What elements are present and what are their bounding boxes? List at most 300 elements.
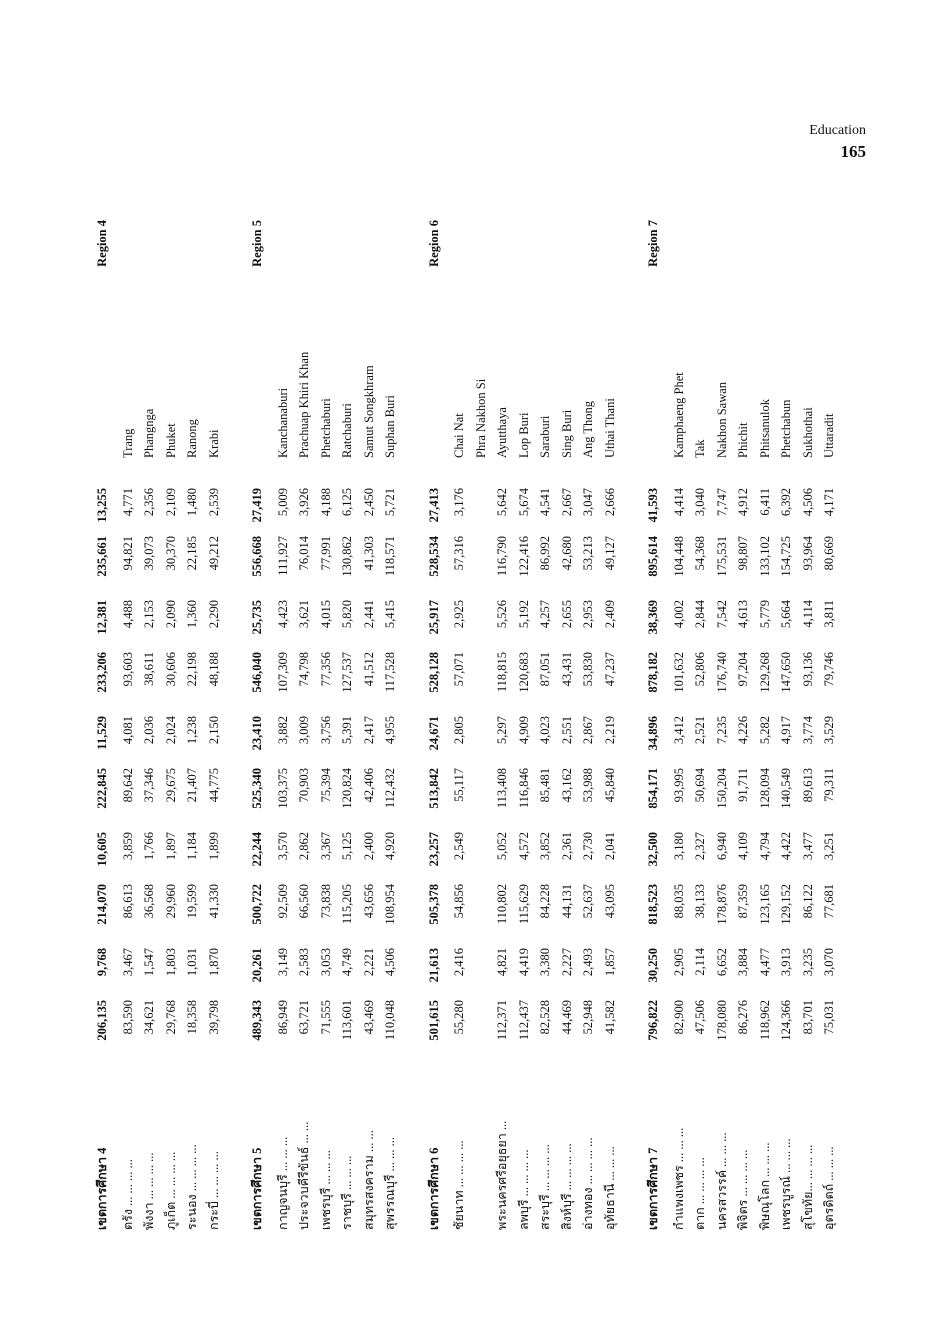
province-value: 2,844 bbox=[693, 600, 707, 629]
province-value: 2,667 bbox=[559, 488, 574, 517]
province-value: 2,953 bbox=[581, 600, 595, 629]
province-value: 3,621 bbox=[297, 600, 311, 629]
province-thai-name: เพชรบุรี ... ... ... bbox=[318, 1150, 333, 1230]
province-value: 53,830 bbox=[581, 652, 595, 687]
total-value: 24,671 bbox=[426, 716, 441, 751]
province-value: 83,590 bbox=[120, 1000, 135, 1035]
province-value: 118,571 bbox=[383, 536, 397, 577]
province-value: 3,529 bbox=[822, 716, 836, 745]
province-value: 1,899 bbox=[206, 832, 221, 861]
province-value: 3,570 bbox=[275, 832, 290, 861]
total-value: 513,842 bbox=[426, 768, 441, 809]
province-value: 29,960 bbox=[163, 884, 178, 919]
province-row bbox=[161, 210, 181, 1230]
province-value: 7,747 bbox=[714, 488, 729, 517]
province-value: 113,601 bbox=[340, 1000, 354, 1041]
province-value: 5,642 bbox=[495, 488, 509, 517]
province-value: 3,149 bbox=[275, 948, 290, 977]
province-value: 5,052 bbox=[495, 832, 509, 861]
province-value: 2,549 bbox=[452, 832, 466, 861]
province-value: 2,150 bbox=[206, 716, 221, 745]
total-value: 27,413 bbox=[426, 488, 441, 523]
province-value: 42,680 bbox=[559, 536, 574, 571]
province-value: 70,903 bbox=[297, 768, 311, 803]
province-value: 2,730 bbox=[581, 832, 595, 861]
total-value: 27,419 bbox=[250, 488, 264, 523]
total-value: 500,722 bbox=[250, 884, 264, 925]
province-value: 52,806 bbox=[693, 652, 707, 687]
province-value: 3,477 bbox=[800, 832, 815, 861]
region-total-row bbox=[92, 210, 112, 1230]
province-value: 5,297 bbox=[495, 716, 509, 745]
region-thai-label: เขตการศึกษา 4 bbox=[95, 1147, 109, 1230]
province-value: 6,411 bbox=[757, 488, 772, 516]
province-value: 122,416 bbox=[516, 536, 531, 577]
province-value: 41,582 bbox=[602, 1000, 617, 1035]
province-value: 2,090 bbox=[163, 600, 178, 629]
province-value: 6,125 bbox=[340, 488, 354, 517]
province-value: 3,756 bbox=[318, 716, 333, 745]
province-value: 2,441 bbox=[361, 600, 376, 629]
total-value: 233,206 bbox=[95, 652, 109, 693]
province-value: 2,905 bbox=[671, 948, 686, 977]
province-value: 93,136 bbox=[800, 652, 815, 687]
province-value: 5,721 bbox=[383, 488, 397, 517]
province-value: 5,192 bbox=[516, 600, 531, 629]
total-value: 38,369 bbox=[646, 600, 660, 635]
province-thai-name: อุตรดิตถ์ ... ... ... bbox=[822, 1146, 836, 1230]
province-value: 77,356 bbox=[318, 652, 333, 687]
province-value: 133,102 bbox=[757, 536, 772, 577]
province-thai-name: นครสวรรค์ ... ... ... bbox=[714, 1132, 729, 1230]
province-value: 3,070 bbox=[822, 948, 836, 977]
province-value: 3,926 bbox=[297, 488, 311, 517]
province-value: 30,606 bbox=[163, 652, 178, 687]
province-value: 18,358 bbox=[185, 1000, 199, 1035]
province-value: 53,213 bbox=[581, 536, 595, 571]
province-value: 21,407 bbox=[185, 768, 199, 803]
province-value: 4,015 bbox=[318, 600, 333, 629]
province-value: 176,740 bbox=[714, 652, 729, 693]
region-english-label: Region 5 bbox=[250, 220, 264, 267]
province-value: 3,774 bbox=[800, 716, 815, 745]
province-value: 1,184 bbox=[185, 832, 199, 861]
total-value: 528,534 bbox=[426, 536, 441, 577]
province-value: 6,652 bbox=[714, 948, 729, 977]
province-value: 5,391 bbox=[340, 716, 354, 745]
total-value: 505,378 bbox=[426, 884, 441, 925]
province-value: 110,802 bbox=[495, 884, 509, 925]
region-english-label: Region 6 bbox=[426, 220, 441, 267]
province-value: 6,940 bbox=[714, 832, 729, 861]
province-english-name: Ratchaburi bbox=[340, 403, 354, 458]
province-value: 120,824 bbox=[340, 768, 354, 809]
province-value: 4,188 bbox=[318, 488, 333, 517]
province-value: 5,009 bbox=[275, 488, 290, 517]
province-value: 44,131 bbox=[559, 884, 574, 919]
province-value: 150,204 bbox=[714, 768, 729, 809]
province-row bbox=[733, 210, 753, 1230]
province-value: 2,551 bbox=[559, 716, 574, 745]
province-thai-name: อุทัยธานี ... ... ... bbox=[602, 1146, 617, 1230]
province-english-name: Samut Songkhram bbox=[361, 365, 376, 458]
page-number: 165 bbox=[840, 142, 866, 161]
region-total-row bbox=[643, 210, 663, 1230]
province-value: 4,423 bbox=[275, 600, 290, 629]
province-value: 44,469 bbox=[559, 1000, 574, 1035]
province-value: 89,613 bbox=[800, 768, 815, 803]
province-value: 73,838 bbox=[318, 884, 333, 919]
province-thai-name: พิษณุโลก ... ... ... bbox=[757, 1142, 772, 1230]
province-value: 3,882 bbox=[275, 716, 290, 745]
province-value: 84,228 bbox=[538, 884, 552, 919]
province-thai-name: อ่างทอง ... ... ... ... bbox=[581, 1137, 595, 1230]
province-row bbox=[557, 210, 577, 1230]
province-value: 92,509 bbox=[275, 884, 290, 919]
province-row bbox=[182, 210, 202, 1230]
province-value: 88,035 bbox=[671, 884, 686, 919]
province-value: 97,204 bbox=[736, 652, 750, 687]
province-value: 49,127 bbox=[602, 536, 617, 571]
province-row bbox=[776, 210, 796, 1230]
province-value: 94,821 bbox=[120, 536, 135, 571]
province-value: 5,664 bbox=[779, 600, 793, 629]
total-value: 25,917 bbox=[426, 600, 441, 635]
province-thai-name: ราชบุรี ... ... ... bbox=[340, 1155, 354, 1230]
province-english-name: Prachuap Khiri Khan bbox=[297, 351, 311, 458]
province-value: 22,198 bbox=[185, 652, 199, 687]
total-value: 525,340 bbox=[250, 768, 264, 809]
region-thai-label: เขตการศึกษา 5 bbox=[250, 1147, 264, 1230]
province-value: 4,506 bbox=[800, 488, 815, 517]
province-value: 7,542 bbox=[714, 600, 729, 629]
province-value: 89,642 bbox=[120, 768, 135, 803]
province-value: 43,469 bbox=[361, 1000, 376, 1035]
province-value: 3,367 bbox=[318, 832, 333, 861]
province-value: 34,621 bbox=[142, 1000, 156, 1035]
total-value: 32,500 bbox=[646, 832, 660, 867]
province-english-name: Kanchanaburi bbox=[275, 387, 290, 458]
region-total-row bbox=[424, 210, 444, 1230]
province-value: 3,053 bbox=[318, 948, 333, 977]
province-value: 2,041 bbox=[602, 832, 617, 861]
province-value: 77,681 bbox=[822, 884, 836, 919]
total-value: 10,605 bbox=[95, 832, 109, 867]
province-value: 2,109 bbox=[163, 488, 178, 517]
province-english-name: Phichit bbox=[736, 422, 750, 458]
province-value: 2,493 bbox=[581, 948, 595, 977]
province-value: 4,419 bbox=[516, 948, 531, 977]
province-value: 82,528 bbox=[538, 1000, 552, 1035]
province-english-name: Sukhothai bbox=[800, 407, 815, 458]
province-english-name: Chai Nat bbox=[452, 413, 466, 458]
province-value: 39,073 bbox=[142, 536, 156, 571]
province-value: 48,188 bbox=[206, 652, 221, 687]
total-value: 895,614 bbox=[646, 536, 660, 577]
province-value: 79,746 bbox=[822, 652, 836, 687]
province-value: 80,669 bbox=[822, 536, 836, 571]
province-english-name: Sing Buri bbox=[559, 409, 574, 458]
province-value: 5,415 bbox=[383, 600, 397, 629]
province-value: 54,368 bbox=[693, 536, 707, 571]
province-english-name: Uttaradit bbox=[822, 413, 836, 458]
province-value: 4,821 bbox=[495, 948, 509, 977]
total-value: 878,182 bbox=[646, 652, 660, 693]
province-row bbox=[471, 210, 491, 1230]
province-value: 104,448 bbox=[671, 536, 686, 577]
province-value: 178,080 bbox=[714, 1000, 729, 1041]
province-value: 74,798 bbox=[297, 652, 311, 687]
province-value: 2,925 bbox=[452, 600, 466, 629]
province-thai-name: กาญจนบุรี ... ... ... bbox=[275, 1136, 290, 1230]
total-value: 22,244 bbox=[250, 832, 264, 867]
total-value: 12,381 bbox=[95, 600, 109, 635]
province-row bbox=[600, 210, 620, 1230]
province-english-name: Kamphaeng Phet bbox=[671, 372, 686, 458]
province-value: 113,408 bbox=[495, 768, 509, 809]
province-value: 147,650 bbox=[779, 652, 793, 693]
total-value: 21,613 bbox=[426, 948, 441, 983]
province-value: 129,268 bbox=[757, 652, 772, 693]
province-row bbox=[118, 210, 138, 1230]
province-value: 4,909 bbox=[516, 716, 531, 745]
province-row bbox=[819, 210, 839, 1230]
province-value: 5,779 bbox=[757, 600, 772, 629]
province-thai-name: ประจวบคีรีขันธ์ ... ... bbox=[297, 1121, 311, 1230]
total-value: 13,255 bbox=[95, 488, 109, 523]
province-value: 4,257 bbox=[538, 600, 552, 629]
province-value: 29,675 bbox=[163, 768, 178, 803]
province-value: 112,432 bbox=[383, 768, 397, 809]
province-value: 37,346 bbox=[142, 768, 156, 803]
section-title: Education bbox=[809, 123, 866, 138]
province-value: 4,572 bbox=[516, 832, 531, 861]
province-value: 86,992 bbox=[538, 536, 552, 571]
province-value: 129,152 bbox=[779, 884, 793, 925]
province-value: 19,599 bbox=[185, 884, 199, 919]
province-value: 2,805 bbox=[452, 716, 466, 745]
province-value: 41,512 bbox=[361, 652, 376, 687]
province-row bbox=[712, 210, 732, 1230]
province-thai-name: สุโขทัย... ... ... ... bbox=[800, 1144, 815, 1230]
province-value: 2,409 bbox=[602, 600, 617, 629]
province-value: 108,954 bbox=[383, 884, 397, 925]
province-row bbox=[316, 210, 336, 1230]
province-value: 115,629 bbox=[516, 884, 531, 925]
province-value: 45,840 bbox=[602, 768, 617, 803]
province-value: 2,356 bbox=[142, 488, 156, 517]
province-value: 63,721 bbox=[297, 1000, 311, 1035]
province-value: 49,212 bbox=[206, 536, 221, 571]
province-thai-name: ระนอง ... ... ... ... bbox=[185, 1144, 199, 1230]
region-total-row bbox=[247, 210, 267, 1230]
province-row bbox=[380, 210, 400, 1230]
province-value: 111,927 bbox=[275, 536, 290, 576]
province-row bbox=[535, 210, 555, 1230]
province-value: 7,235 bbox=[714, 716, 729, 745]
province-value: 112,371 bbox=[495, 1000, 509, 1041]
province-value: 52,637 bbox=[581, 884, 595, 919]
province-row bbox=[139, 210, 159, 1230]
province-value: 86,949 bbox=[275, 1000, 290, 1035]
province-value: 2,024 bbox=[163, 716, 178, 745]
province-value: 4,171 bbox=[822, 488, 836, 517]
province-value: 79,311 bbox=[822, 768, 836, 802]
province-value: 175,531 bbox=[714, 536, 729, 577]
province-value: 4,506 bbox=[383, 948, 397, 977]
province-value: 2,655 bbox=[559, 600, 574, 629]
province-value: 116,846 bbox=[516, 768, 531, 809]
province-row bbox=[755, 210, 775, 1230]
province-value: 110,048 bbox=[383, 1000, 397, 1041]
province-value: 3,859 bbox=[120, 832, 135, 861]
province-value: 29,768 bbox=[163, 1000, 178, 1035]
total-value: 528,128 bbox=[426, 652, 441, 693]
province-english-name: Phetchaburi bbox=[318, 398, 333, 458]
total-value: 222,845 bbox=[95, 768, 109, 809]
province-value: 3,176 bbox=[452, 488, 466, 517]
province-value: 5,125 bbox=[340, 832, 354, 861]
province-row bbox=[798, 210, 818, 1230]
province-value: 4,002 bbox=[671, 600, 686, 629]
province-value: 130,862 bbox=[340, 536, 354, 577]
province-value: 4,749 bbox=[340, 948, 354, 977]
province-row bbox=[492, 210, 512, 1230]
total-value: 206,135 bbox=[95, 1000, 109, 1041]
province-thai-name: ลพบุรี ... ... ... ... bbox=[516, 1149, 531, 1230]
province-value: 83,701 bbox=[800, 1000, 815, 1035]
province-value: 3,913 bbox=[779, 948, 793, 977]
province-value: 123,165 bbox=[757, 884, 772, 925]
province-row bbox=[578, 210, 598, 1230]
province-thai-name: กระบี่ ... ... ... ... bbox=[206, 1151, 221, 1230]
province-value: 85,481 bbox=[538, 768, 552, 803]
total-value: 556,668 bbox=[250, 536, 264, 577]
province-value: 39,798 bbox=[206, 1000, 221, 1035]
province-thai-name: ชัยนาท ... ... ... ... bbox=[452, 1140, 466, 1230]
total-value: 235,661 bbox=[95, 536, 109, 577]
province-english-name: Phangnga bbox=[142, 408, 156, 458]
province-value: 43,162 bbox=[559, 768, 574, 803]
province-value: 52,948 bbox=[581, 1000, 595, 1035]
province-value: 2,219 bbox=[602, 716, 617, 745]
province-value: 4,081 bbox=[120, 716, 135, 745]
province-value: 4,477 bbox=[757, 948, 772, 977]
province-value: 128,094 bbox=[757, 768, 772, 809]
province-thai-name: สุพรรณบุรี ... ... ... bbox=[383, 1136, 397, 1230]
province-value: 2,417 bbox=[361, 716, 376, 745]
province-value: 117,528 bbox=[383, 652, 397, 693]
province-value: 4,794 bbox=[757, 832, 772, 861]
province-value: 44,775 bbox=[206, 768, 221, 803]
total-value: 9,768 bbox=[95, 948, 109, 977]
province-thai-name: พังงา ... ... ... ... bbox=[142, 1152, 156, 1230]
province-value: 57,316 bbox=[452, 536, 466, 571]
province-thai-name: เพชรบูรณ์ ... ... ... bbox=[779, 1138, 793, 1230]
province-english-name: Tak bbox=[693, 439, 707, 458]
province-value: 2,227 bbox=[559, 948, 574, 977]
total-value: 214,070 bbox=[95, 884, 109, 925]
province-value: 1,803 bbox=[163, 948, 178, 977]
province-value: 2,583 bbox=[297, 948, 311, 977]
province-value: 93,964 bbox=[800, 536, 815, 571]
province-value: 50,694 bbox=[693, 768, 707, 803]
province-value: 1,870 bbox=[206, 948, 221, 977]
province-value: 5,526 bbox=[495, 600, 509, 629]
province-value: 36,568 bbox=[142, 884, 156, 919]
province-value: 1,766 bbox=[142, 832, 156, 861]
province-value: 38,611 bbox=[142, 652, 156, 686]
province-thai-name: ตาก ... ... ... ... bbox=[693, 1157, 707, 1230]
region-thai-label: เขตการศึกษา 6 bbox=[426, 1147, 441, 1230]
province-english-name: Ayutthaya bbox=[495, 407, 509, 458]
province-value: 115,205 bbox=[340, 884, 354, 925]
province-value: 5,282 bbox=[757, 716, 772, 745]
province-value: 57,071 bbox=[452, 652, 466, 687]
province-row bbox=[359, 210, 379, 1230]
province-value: 4,920 bbox=[383, 832, 397, 861]
total-value: 20,261 bbox=[250, 948, 264, 983]
province-value: 86,276 bbox=[736, 1000, 750, 1035]
province-value: 1,031 bbox=[185, 948, 199, 977]
province-value: 4,541 bbox=[538, 488, 552, 517]
province-row bbox=[294, 210, 314, 1230]
province-value: 75,031 bbox=[822, 1000, 836, 1035]
province-value: 4,023 bbox=[538, 716, 552, 745]
province-value: 118,815 bbox=[495, 652, 509, 693]
province-value: 4,422 bbox=[779, 832, 793, 861]
province-row bbox=[337, 210, 357, 1230]
province-value: 3,884 bbox=[736, 948, 750, 977]
province-row bbox=[273, 210, 293, 1230]
total-value: 34,896 bbox=[646, 716, 660, 751]
province-value: 4,488 bbox=[120, 600, 135, 629]
province-value: 2,539 bbox=[206, 488, 221, 517]
province-row bbox=[514, 210, 534, 1230]
region-thai-label: เขตการศึกษา 7 bbox=[646, 1147, 660, 1230]
province-value: 6,392 bbox=[779, 488, 793, 517]
province-value: 71,555 bbox=[318, 1000, 333, 1035]
province-value: 4,912 bbox=[736, 488, 750, 517]
province-thai-name: พิจิตร ... ... ... ... bbox=[736, 1149, 750, 1230]
province-value: 2,036 bbox=[142, 716, 156, 745]
province-row bbox=[690, 210, 710, 1230]
province-value: 1,360 bbox=[185, 600, 199, 629]
province-value: 3,811 bbox=[822, 600, 836, 628]
province-english-name: Phitsanulok bbox=[757, 398, 772, 458]
province-value: 112,437 bbox=[516, 1000, 531, 1041]
province-value: 3,412 bbox=[671, 716, 686, 745]
province-thai-name: ภูเก็ต ... ... ... ... bbox=[163, 1151, 178, 1230]
province-value: 3,235 bbox=[800, 948, 815, 977]
province-value: 41,330 bbox=[206, 884, 221, 919]
province-english-name: Phetchabun bbox=[779, 399, 793, 458]
province-english-name: Saraburi bbox=[538, 415, 552, 458]
region-english-label: Region 7 bbox=[646, 220, 660, 267]
province-value: 120,683 bbox=[516, 652, 531, 693]
total-value: 23,257 bbox=[426, 832, 441, 867]
province-row bbox=[669, 210, 689, 1230]
province-value: 1,480 bbox=[185, 488, 199, 517]
total-value: 30,250 bbox=[646, 948, 660, 983]
province-thai-name: กำแพงเพชร ... ... ... bbox=[671, 1127, 686, 1230]
province-value: 4,414 bbox=[671, 488, 686, 517]
province-value: 93,995 bbox=[671, 768, 686, 803]
province-english-name: Ang Thong bbox=[581, 400, 595, 458]
province-value: 2,290 bbox=[206, 600, 221, 629]
province-value: 2,862 bbox=[297, 832, 311, 861]
province-value: 91,711 bbox=[736, 768, 750, 802]
